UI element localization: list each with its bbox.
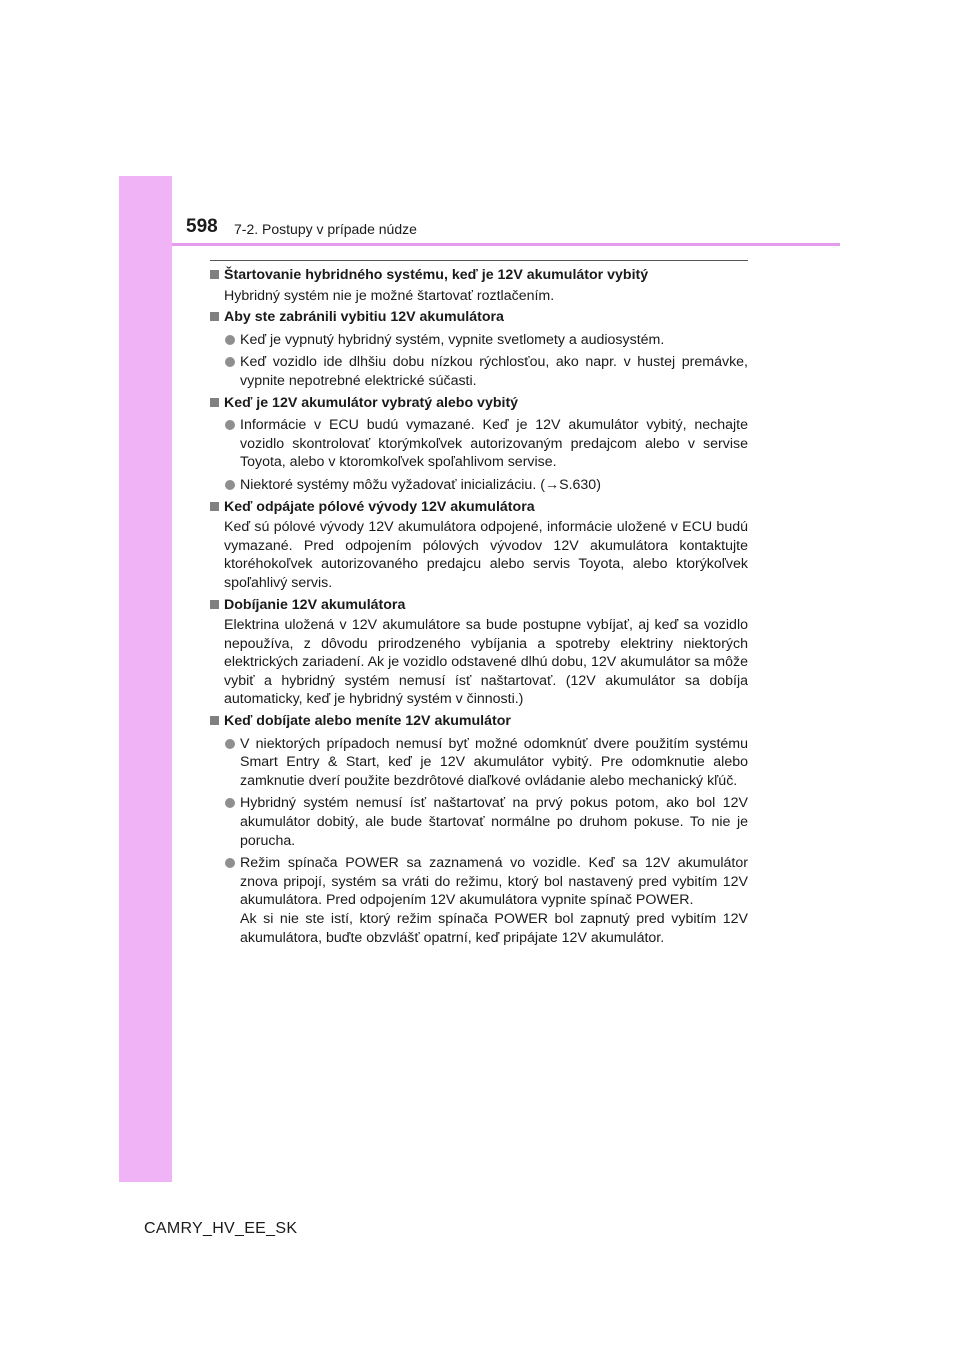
list-item xyxy=(210,353,748,390)
section-title xyxy=(210,266,748,285)
square-bullet-icon xyxy=(210,312,219,321)
page-content xyxy=(210,266,748,950)
section-title xyxy=(210,498,748,517)
list-item xyxy=(210,735,748,791)
header-divider xyxy=(172,243,840,246)
section-body: Hybridný systém nie je možné štartovať roztlačením. xyxy=(224,287,555,304)
section-body: Keď sú pólové vývody 12V akumulátora odpojené, informácie uložené v ECU budú vymazané. Pred odpojením pólových vývodov 12V akumulátora kontaktujte ktoréhokoľvek autorizovaného predajcu alebo servis Toyota, alebo ktorýkoľvek spoľahlivý servis. xyxy=(224,519,748,591)
document-code: CAMRY_HV_EE_SK xyxy=(144,1220,298,1237)
content-divider xyxy=(210,260,748,261)
section-title xyxy=(210,712,748,731)
square-bullet-icon xyxy=(210,716,219,725)
circle-bullet-icon xyxy=(225,798,235,808)
circle-bullet-icon xyxy=(225,858,235,868)
section xyxy=(210,266,748,305)
list-item-text: Režim spínača POWER sa zaznamená vo vozidle. Keď sa 12V akumulátor znova pripojí, systém sa vráti do režimu, ktorý bol nastavený pred vybitím 12V akumulátora. Pred odpojením 12V akumulátora vypnite spínač POWER. Ak si nie ste istí, ktorý režim spínača POWER bol zapnutý pred vybitím 12V akumulátora, buďte obzvlášť opatrní, keď pripájate 12V akumulátor. xyxy=(240,855,748,946)
square-bullet-icon xyxy=(210,502,219,511)
square-bullet-icon xyxy=(210,398,219,407)
chapter-title: 7-2. Postupy v prípade núdze xyxy=(234,221,417,237)
section-title xyxy=(210,596,748,615)
section-title-text: Štartovanie hybridného systému, keď je 12V akumulátor vybitý xyxy=(224,267,649,283)
section xyxy=(210,596,748,710)
square-bullet-icon xyxy=(210,270,219,279)
section-title-text: Dobíjanie 12V akumulátora xyxy=(224,596,406,613)
chapter-side-tab xyxy=(119,176,172,1182)
section-title-text: Keď dobíjate alebo meníte 12V akumulátor xyxy=(224,713,511,730)
list-item-text: Keď vozidlo ide dlhšiu dobu nízkou rýchlosťou, ako napr. v hustej premávke, vypnite nepotrebné elektrické súčasti. xyxy=(240,354,748,389)
list-item xyxy=(210,476,748,495)
list-item xyxy=(210,794,748,850)
square-bullet-icon xyxy=(210,600,219,609)
circle-bullet-icon xyxy=(225,739,235,749)
section-body: Elektrina uložená v 12V akumulátore sa bude postupne vybíjať, aj keď sa vozidlo nepoužíva, z dôvodu prirodzeného vybíjania a spotreby elektriny niektorých elektrických zariadení. Ak je vozidlo odstavené dlhú dobu, 12V akumulátor sa môže vybiť a hybridný systém nemusí ísť naštartovať. (12V akumulátor sa dobíja automaticky, keď je hybridný systém v činnosti.) xyxy=(224,617,748,708)
list-item-text: Hybridný systém nemusí ísť naštartovať na prvý pokus potom, ako bol 12V akumulátor dobitý, ale bude štartovať normálne po druhom pokuse. To nie je porucha. xyxy=(240,795,748,849)
section-title xyxy=(210,308,748,327)
section xyxy=(210,308,748,390)
list-item-text: Informácie v ECU budú vymazané. Keď je 12V akumulátor vybitý, nechajte vozidlo skontrolovať ktorýmkoľvek autorizovaným predajcom alebo v servise Toyota, alebo v ktoromkoľvek spoľahlivom servise. xyxy=(240,417,748,471)
list-item-text: Keď je vypnutý hybridný systém, vypnite svetlomety a audiosystém. xyxy=(240,331,665,348)
section xyxy=(210,498,748,593)
page-number: 598 xyxy=(186,216,218,237)
list-item xyxy=(210,331,748,350)
section-title-text: Keď je 12V akumulátor vybratý alebo vybitý xyxy=(224,394,519,411)
circle-bullet-icon xyxy=(225,420,235,430)
section-title-text: Aby ste zabránili vybitiu 12V akumulátora xyxy=(224,309,504,326)
section-title-text: Keď odpájate pólové vývody 12V akumulátora xyxy=(224,498,535,515)
section-title xyxy=(210,394,748,413)
list-item-text: Niektoré systémy môžu vyžadovať inicializáciu. (→S.630) xyxy=(240,476,601,493)
section xyxy=(210,394,748,495)
circle-bullet-icon xyxy=(225,357,235,367)
list-item-text: V niektorých prípadoch nemusí byť možné odomknúť dvere použitím systému Smart Entry & Start, keď je 12V akumulátor vybitý. Pre odomknutie alebo zamknutie dverí použite bezdrôtové diaľkové ovládanie alebo mechanický kľúč. xyxy=(240,735,748,789)
list-item xyxy=(210,854,748,947)
circle-bullet-icon xyxy=(225,480,235,490)
circle-bullet-icon xyxy=(225,335,235,345)
section xyxy=(210,712,748,947)
list-item xyxy=(210,416,748,472)
